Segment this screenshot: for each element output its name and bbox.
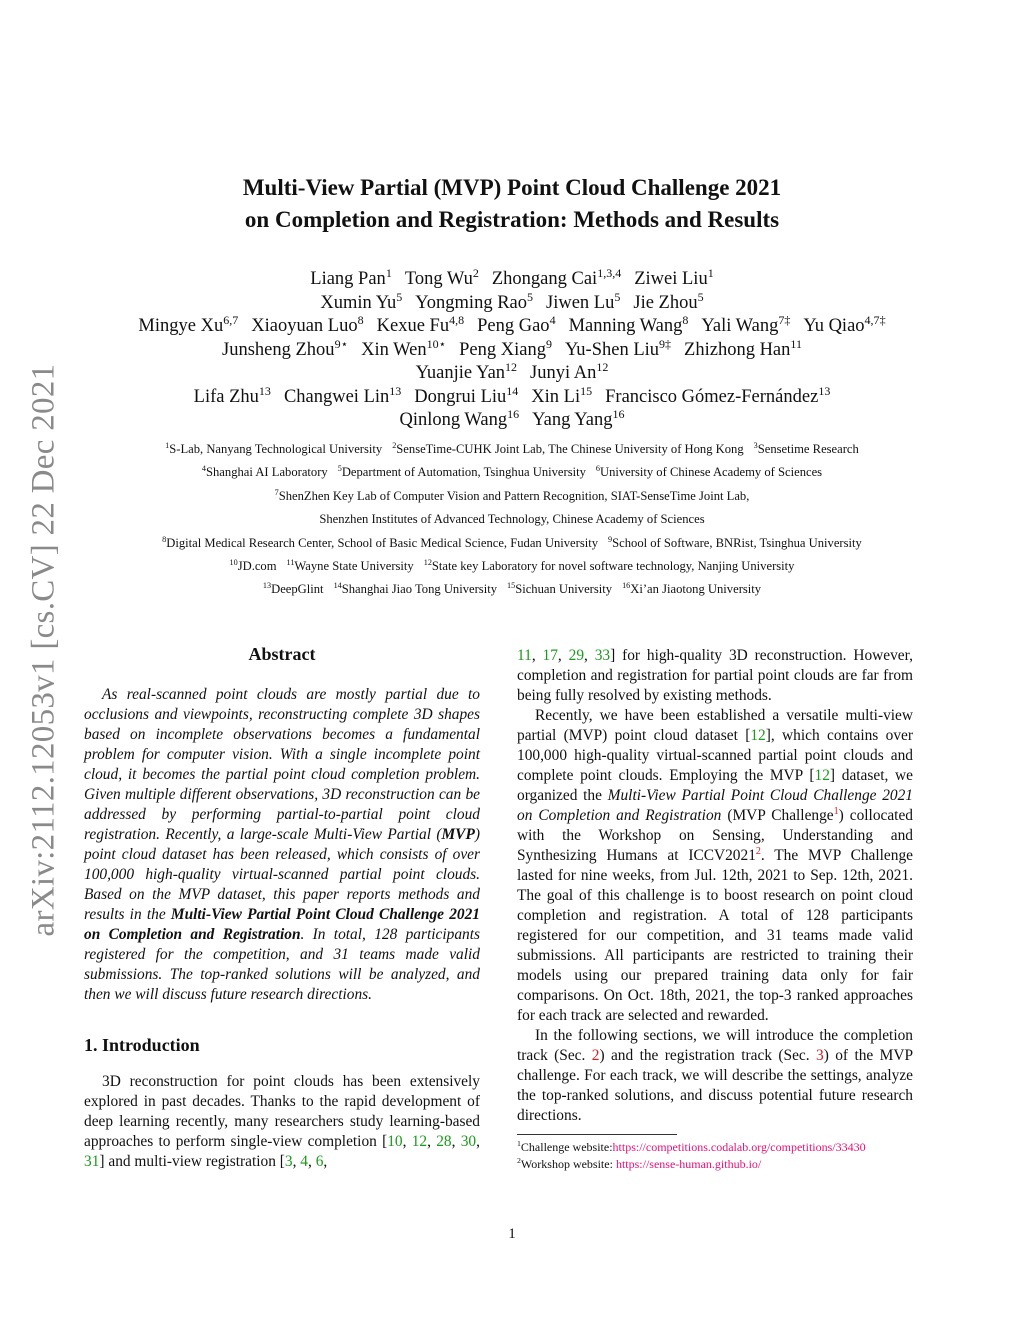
- author-row: [0, 336, 1024, 363]
- affiliation-number: 7: [274, 487, 279, 497]
- affiliation-number: 12: [423, 557, 432, 567]
- author: [701, 312, 791, 336]
- right-column: [517, 646, 913, 1173]
- citation-link[interactable]: 6: [315, 1153, 324, 1170]
- affiliation-number: 3: [753, 440, 758, 450]
- affiliation-name: DeepGlint: [271, 582, 324, 597]
- affiliation-number: 8: [162, 534, 167, 544]
- author: [251, 312, 364, 336]
- author-row: [0, 265, 1024, 292]
- footnote-ref[interactable]: 1: [833, 805, 839, 817]
- affiliation-list: [0, 438, 1024, 602]
- author: [633, 289, 704, 313]
- author-name: Junsheng Zhou: [222, 339, 335, 360]
- affiliation-name: Wayne State University: [294, 559, 414, 574]
- author: [564, 336, 672, 360]
- author-affil-mark: 1: [385, 265, 392, 280]
- title-line: Multi-View Partial (MVP) Point Cloud Challenge 2021: [242, 175, 782, 200]
- affiliation-row: [0, 485, 1024, 508]
- footnote: $^2$Workshop website: https://sense-human.github.io/: [517, 1156, 762, 1171]
- citation-link[interactable]: 33: [594, 647, 611, 664]
- author-affil-mark: 9‡: [659, 336, 672, 351]
- affiliation-name: Xi’an Jiaotong University: [630, 582, 762, 597]
- affiliation-name: S-Lab, Nanyang Technological University: [169, 442, 383, 456]
- author: [546, 289, 621, 313]
- abstract-body: As real-scanned point clouds are mostly partial due to occlusions and viewpoints, reconstructing complete 3D shapes based on incomplete observations becomes a fundamental problem for computer vision. With a single incomplete point cloud, it becomes the partial point cloud completion problem. Given multiple different observations, 3D reconstruction can be addressed by performing partial-to-partial point cloud registration. Recently, a large-scale Multi-View Partial (MVP) point cloud dataset has been released, which consists of over 100,000 high-quality virtual-scanned partial point clouds. Based on the MVP dataset, this paper reports methods and results in the Multi-View Partial Point Cloud Challenge 2021 on Completion and Registration. In total, 128 participants registered for the competition, and 31 teams made valid submissions. The top-ranked solutions will be analyzed, and then we will discuss future research directions.: [84, 686, 481, 1003]
- citation-link[interactable]: 10: [387, 1133, 403, 1150]
- affiliation-name: Department of Automation, Tsinghua University: [341, 465, 586, 480]
- author: [193, 383, 271, 407]
- affiliation-name: Shanghai AI Laboratory: [206, 465, 328, 480]
- author-row: [0, 359, 1024, 386]
- author-affil-mark: 4: [549, 312, 556, 327]
- author-affil-mark: 1,3,4: [597, 265, 622, 280]
- author-name: Yali Wang: [701, 316, 779, 336]
- author-affil-mark: 5: [697, 289, 704, 304]
- author-affil-mark: 5: [396, 289, 403, 304]
- author-name: Yu-Shen Liu: [564, 339, 660, 360]
- affiliation-name: ShenZhen Key Lab of Computer Vision and Pattern Recognition, SIAT-SenseTime Joint Lab,: [278, 488, 750, 503]
- author-affil-mark: 8: [682, 312, 689, 327]
- author: [605, 383, 831, 407]
- affiliation-name: SenseTime-CUHK Joint Lab, The Chinese University of Hong Kong: [396, 442, 744, 456]
- arxiv-id: arXiv:2112.12053v1 [cs.CV] 22 Dec 2021: [25, 363, 62, 937]
- footnote: $^1$Challenge website:https://competitions.codalab.org/competitions/33430: [517, 1139, 866, 1154]
- author-name: Peng Xiang: [459, 339, 546, 360]
- author-name: Changwei Lin: [283, 386, 390, 407]
- affiliation-row: [0, 555, 1024, 578]
- author: [283, 383, 402, 407]
- affiliation-row: [0, 578, 1024, 601]
- affiliation-number: 4: [201, 464, 206, 474]
- affiliation-name: State key Laboratory for novel software technology, Nanjing University: [431, 559, 795, 574]
- author-name: Kexue Fu: [376, 316, 450, 336]
- abstract-heading: Abstract: [248, 644, 316, 664]
- affiliation-number: 9: [608, 534, 613, 544]
- intro-paragraph: 3D reconstruction for point clouds has been extensively explored in past decades. Thanks to the rapid development of deep learning recently, many researchers study learning-based approaches to perform single-view completion [10, 12, 28, 30, 31] and multi-view registration [3, 4, 6,: [84, 1073, 480, 1170]
- intro-paragraph-cont: 11, 17, 29, 33] for high-quality 3D reconstruction. However, completion and registration for partial point clouds are far from being fully resolved by existing methods.: [517, 647, 913, 704]
- author-name: Qinlong Wang: [399, 410, 508, 430]
- author: [531, 383, 593, 407]
- affiliation-name: Digital Medical Research Center, School of Basic Medical Science, Fudan University: [166, 535, 599, 550]
- affiliation-name: University of Chinese Academy of Sciences: [599, 465, 823, 480]
- author: [459, 336, 552, 360]
- outline-paragraph: In the following sections, we will introduce the completion track (Sec. 2) and the registration track (Sec. 3) of the MVP challenge. For each track, we will describe the settings, analyze the top-ranked solutions, and discuss potential future research directions.: [517, 1027, 914, 1124]
- author-affil-mark: 9⋆: [334, 336, 349, 351]
- author: [310, 265, 392, 289]
- author: [803, 312, 886, 336]
- author-name: Lifa Zhu: [193, 386, 259, 407]
- citation-link[interactable]: 12: [411, 1133, 428, 1150]
- dataset-paragraph: Recently, we have been established a versatile multi-view partial (MVP) point cloud dataset [12], which contains over 100,000 high-quality virtual-scanned partial point clouds and complete point clouds. Employing the MVP [12] dataset, we organized the Multi-View Partial Point Cloud Challenge 2021 on Completion and Registration (MVP Challenge$^1$) collocated with the Workshop on Sensing, Understanding and Synthesizing Humans at ICCV2021$^2$. The MVP Challenge lasted for nine weeks, from Jul. 12th, 2021 to Sep. 12th, 2021. The goal of this challenge is to boost research on point cloud completion and registration. A total of 128 participants registered for our competition, and 31 teams made valid submissions. All participants are restricted to training their models using our prepared training data only for fair comparisons. On Oct. 18th, 2021, the top-3 ranked approaches for each track are selected and rewarded.: [517, 707, 913, 1024]
- author-row: [0, 383, 1024, 410]
- author-row: [0, 406, 1024, 433]
- author-affil-mark: 6,7: [223, 312, 239, 327]
- author: [634, 265, 714, 289]
- author: [491, 265, 622, 289]
- author-name: Yuanjie Yan: [415, 363, 506, 383]
- author-name: Mingye Xu: [138, 316, 224, 336]
- author: [399, 406, 520, 430]
- author-affil-mark: 5: [614, 289, 621, 304]
- author: [568, 312, 689, 336]
- affiliation-name: Shenzhen Institutes of Advanced Technology, Chinese Academy of Sciences: [319, 512, 705, 527]
- author-name: Jiwen Lu: [546, 292, 615, 313]
- section-link[interactable]: 3: [816, 1047, 824, 1064]
- footnote-divider: [517, 1134, 677, 1135]
- author-name: Tong Wu: [404, 269, 473, 289]
- author: [414, 383, 519, 407]
- author-name: Yongming Rao: [415, 292, 527, 313]
- author-affil-mark: 8: [357, 312, 364, 327]
- citation-link[interactable]: 4: [300, 1153, 308, 1170]
- author-affil-mark: 13: [818, 383, 831, 398]
- citation-link[interactable]: 11: [517, 647, 532, 664]
- author-affil-mark: 13: [258, 383, 271, 398]
- paper-title: [0, 172, 1024, 236]
- footnote-ref[interactable]: 2: [755, 845, 761, 857]
- author-name: Yang Yang: [532, 410, 613, 430]
- author-affil-mark: 10⋆: [426, 336, 447, 351]
- author-affil-mark: 11: [790, 336, 802, 351]
- author: [320, 289, 403, 313]
- author-affil-mark: 14: [506, 383, 519, 398]
- author: [477, 312, 556, 336]
- author: [138, 312, 239, 336]
- citation-link[interactable]: 31: [84, 1153, 100, 1170]
- citation-link[interactable]: 17: [542, 647, 558, 664]
- affiliation-number: 13: [262, 581, 272, 591]
- author: [415, 359, 518, 383]
- affiliation-name: Sichuan University: [515, 582, 613, 597]
- author: [361, 336, 447, 360]
- affiliation-row: [0, 438, 1024, 461]
- author-name: Yu Qiao: [803, 316, 865, 336]
- section-link[interactable]: 2: [591, 1047, 600, 1064]
- title-line: on Completion and Registration: Methods and Results: [244, 207, 780, 232]
- citation-link[interactable]: 30: [460, 1133, 477, 1150]
- author-name: Francisco Gómez-Fernández: [605, 386, 819, 407]
- author-affil-mark: 12: [596, 359, 609, 374]
- author-affil-mark: 16: [507, 406, 520, 421]
- affiliation-number: 2: [392, 440, 397, 450]
- author: [530, 359, 609, 383]
- author: [684, 336, 802, 360]
- affiliation-number: 16: [622, 581, 631, 591]
- citation-link[interactable]: 12: [814, 767, 830, 784]
- challenge-url-link[interactable]: https://competitions.codalab.org/competitions/33430: [612, 1140, 866, 1154]
- affiliation-name: Sensetime Research: [757, 442, 859, 456]
- author-affil-mark: 15: [580, 383, 593, 398]
- affiliation-number: 1: [165, 440, 170, 450]
- author-name: Peng Gao: [477, 316, 550, 336]
- affiliation-number: 11: [286, 557, 295, 567]
- author-name: Zhongang Cai: [491, 269, 598, 289]
- affiliation-number: 14: [333, 581, 342, 591]
- author-name: Jie Zhou: [633, 292, 698, 313]
- author: [532, 406, 625, 430]
- author: [404, 265, 479, 289]
- author-name: Junyi An: [530, 363, 597, 383]
- author-name: Dongrui Liu: [414, 386, 507, 407]
- affiliation-row: [0, 461, 1024, 484]
- affiliation-number: 6: [595, 464, 600, 474]
- author-name: Xin Li: [531, 386, 581, 407]
- author-affil-mark: 2: [472, 265, 479, 280]
- author-row: [0, 312, 1024, 339]
- author-row: [0, 289, 1024, 316]
- author-affil-mark: 12: [505, 359, 518, 374]
- page-number: 1: [508, 1226, 516, 1242]
- author-affil-mark: 7‡: [778, 312, 791, 327]
- affiliation-number: 5: [337, 464, 342, 474]
- author-affil-mark: 5: [527, 289, 534, 304]
- author-name: Manning Wang: [568, 316, 683, 336]
- author-affil-mark: 9: [545, 336, 552, 351]
- workshop-url-link[interactable]: https://sense-human.github.io/: [615, 1157, 762, 1171]
- author-name: Xiaoyuan Luo: [251, 316, 358, 336]
- author-name: Xin Wen: [361, 339, 427, 360]
- author: [376, 312, 465, 336]
- affiliation-name: Shanghai Jiao Tong University: [341, 582, 497, 597]
- left-column: [84, 644, 480, 1172]
- affiliation-row: [0, 508, 1024, 531]
- citation-link[interactable]: 28: [436, 1133, 452, 1150]
- affiliation-row: [0, 532, 1024, 555]
- affiliation-name: School of Software, BNRist, Tsinghua University: [612, 535, 862, 550]
- author-affil-mark: 13: [389, 383, 402, 398]
- author-affil-mark: 1: [707, 265, 714, 280]
- affiliation-name: JD.com: [237, 559, 277, 574]
- author-name: Zhizhong Han: [684, 339, 791, 360]
- author-affil-mark: 4,7‡: [864, 312, 886, 327]
- author-list: [0, 265, 1024, 433]
- section-heading: 1. Introduction: [84, 1035, 200, 1055]
- author-name: Xumin Yu: [320, 292, 397, 313]
- author: [415, 289, 534, 313]
- affiliation-number: 15: [507, 581, 516, 591]
- author-affil-mark: 4,8: [449, 312, 465, 327]
- author-affil-mark: 16: [612, 406, 625, 421]
- citation-link[interactable]: 29: [568, 647, 585, 664]
- author-name: Ziwei Liu: [634, 269, 708, 289]
- citation-link[interactable]: 3: [284, 1153, 293, 1170]
- author-name: Liang Pan: [310, 269, 386, 289]
- author: [222, 336, 349, 360]
- citation-link[interactable]: 12: [750, 727, 766, 744]
- affiliation-number: 10: [229, 557, 238, 567]
